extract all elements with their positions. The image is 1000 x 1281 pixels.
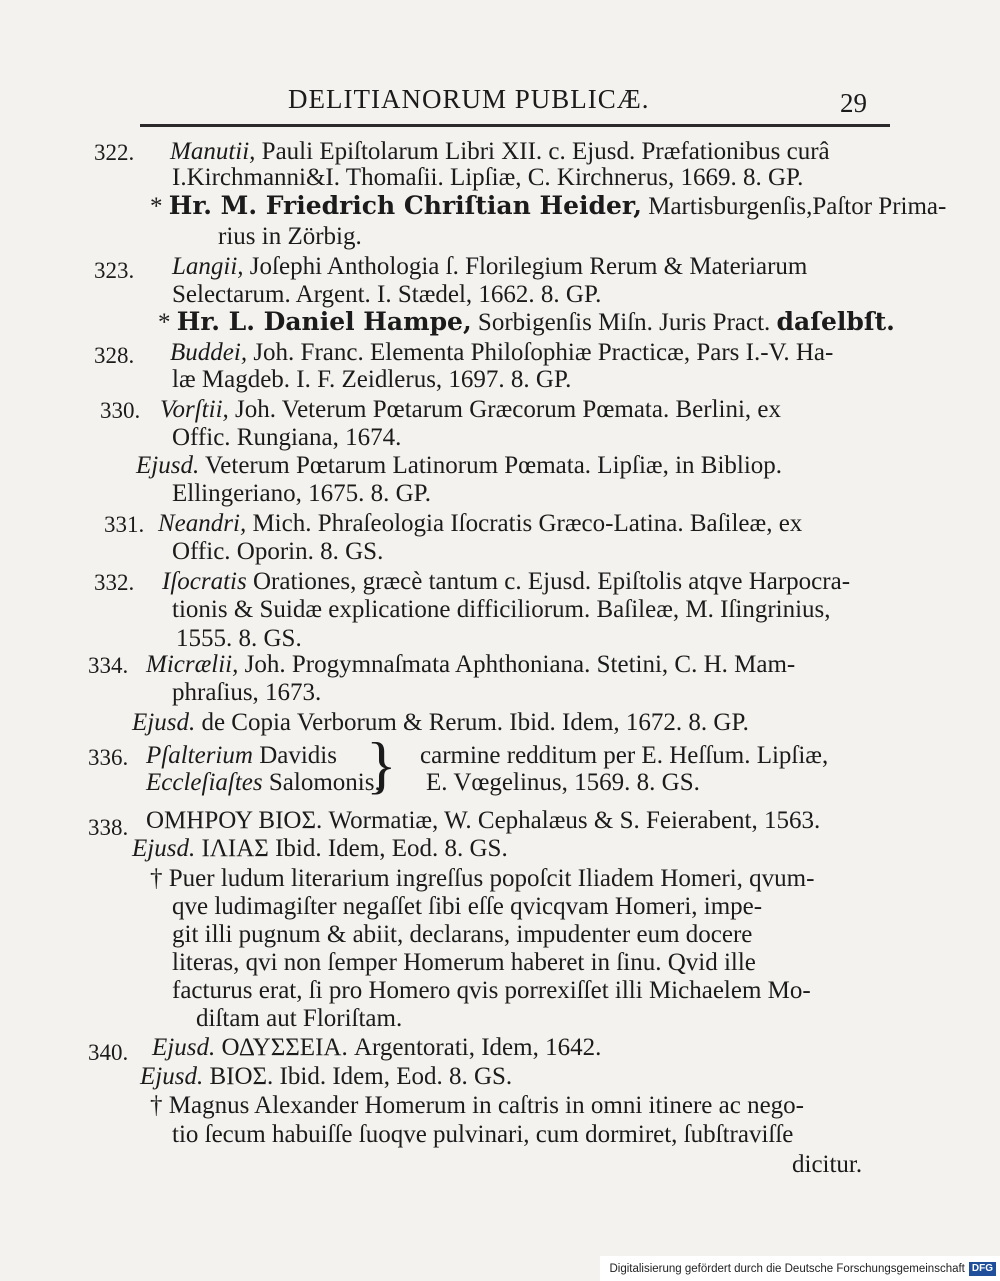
entry-line: [160, 395, 781, 425]
entry-line: Offic. Oporin. 8. GS.: [172, 538, 384, 565]
entry-line: [152, 1033, 601, 1063]
entry-line: carmine redditum per E. Heſſum. Lipſiæ,: [420, 742, 829, 769]
owner-name: Hr. L. Daniel Hampe,: [176, 307, 472, 336]
entry-line: [146, 650, 795, 680]
entry-text: ΙΛΙΑΣ Ibid. Idem, Eod. 8. GS.: [201, 835, 508, 862]
curly-brace: }: [366, 729, 397, 800]
entry-text: de Copia Verborum & Rerum. Ibid. Idem, 1672. 8. GP.: [201, 709, 749, 736]
entry-line: [146, 768, 381, 798]
note-line: dicitur.: [792, 1151, 863, 1178]
note-line: [150, 864, 814, 894]
running-header: DELITIANORUM PUBLICÆ.: [288, 84, 650, 114]
note-text: Puer ludum literarium ingreſſus popoſcit Iliadem Homeri, qvum-: [168, 865, 815, 892]
note-line: diſtam aut Floriſtam.: [196, 1005, 403, 1032]
author-name: Neandri,: [158, 510, 247, 537]
entry-line: I.Kirchmanni&I. Thomaſii. Lipſiæ, C. Kirchnerus, 1669. 8. GP.: [172, 164, 804, 191]
header-rule: [140, 124, 890, 127]
entry-line: ΟΜΗΡΟΥ ΒΙΟΣ. Wormatiæ, W. Cephalæus & S. Feierabent, 1563.: [146, 807, 821, 834]
entry-line: E. Vœgelinus, 1569. 8. GS.: [426, 769, 700, 796]
note-line: [150, 1091, 804, 1121]
owner-mark: *: [158, 309, 171, 336]
entry-line: tionis & Suidæ explicatione difficiliorum. Baſileæ, M. Iſingrinius,: [172, 596, 831, 623]
entry-line: Ellingeriano, 1675. 8. GP.: [172, 480, 432, 507]
author-name: Manutii,: [170, 138, 256, 165]
entry-text: Joſephi Anthologia ſ. Florilegium Rerum & Materiarum: [249, 253, 808, 280]
author-name: Vorſtii,: [160, 396, 229, 423]
digitization-footer: [600, 1256, 1000, 1281]
entry-line: [170, 338, 833, 368]
note-line: tio ſecum habuiſſe ſuoqve pulvinari, cum dormiret, ſubſtraviſſe: [172, 1121, 794, 1148]
entry-text: Veterum Pœtarum Latinorum Pœmata. Lipſiæ, in Bibliop.: [205, 452, 783, 479]
entry-line: Selectarum. Argent. I. Stædel, 1662. 8. GP.: [172, 281, 602, 308]
author-name: Buddei,: [170, 339, 248, 366]
ejusd-label: Ejusd.: [152, 1034, 216, 1061]
author-name: Iſocratis: [162, 568, 247, 595]
entry-text: Orationes, græcè tantum c. Ejusd. Epiſtolis atqve Harpocra-: [252, 568, 851, 595]
entry-number: 334.: [88, 653, 129, 678]
dfg-logo: DFG: [969, 1262, 996, 1276]
owner-mark: *: [150, 193, 163, 220]
entry-number: 322.: [94, 140, 135, 165]
ejusd-label: Ejusd.: [140, 1063, 204, 1090]
note-line: literas, qvi non ſemper Homerum haberet in ſinu. Qvid ille: [172, 949, 756, 976]
author-name: Pſalterium: [146, 742, 253, 769]
note-text: Magnus Alexander Homerum in caſtris in omni itinere ac nego-: [168, 1092, 804, 1119]
entry-line: rius in Zörbig.: [218, 223, 362, 250]
entry-number: 336.: [88, 745, 129, 770]
ejusd-label: Ejusd.: [132, 835, 196, 862]
entry-line: [132, 708, 749, 738]
entry-line: [172, 252, 807, 282]
owner-line: [150, 191, 946, 222]
entry-number: 328.: [94, 343, 135, 368]
owner-name: Hr. M. Friedrich Chriſtian Heider,: [168, 191, 642, 220]
entry-number: 332.: [94, 570, 135, 595]
entry-line: [136, 451, 782, 481]
entry-line: phraſius, 1673.: [172, 679, 322, 706]
owner-line: [158, 307, 895, 338]
entry-text: Joh. Franc. Elementa Philoſophiæ Practicæ, Pars I.-V. Ha-: [253, 339, 834, 366]
dagger-mark: †: [150, 865, 163, 892]
entry-text: Salomonis.: [268, 769, 381, 796]
entry-number: 330.: [100, 398, 141, 423]
entry-text: ΒΙΟΣ. Ibid. Idem, Eod. 8. GS.: [209, 1063, 513, 1090]
entry-line: [158, 509, 802, 539]
author-name: Langii,: [172, 253, 244, 280]
entry-text: Martisburgenſis,Paſtor Prima-: [648, 193, 947, 220]
author-name: Micrælii,: [146, 651, 239, 678]
entry-text: Joh. Progymnaſmata Aphthoniana. Stetini, C. H. Mam-: [244, 651, 796, 678]
ejusd-label: Ejusd.: [136, 452, 200, 479]
note-line: qve ludimagiſter negaſſet ſibi eſſe qvicqvam Homeri, impe-: [172, 893, 763, 920]
entry-line: 1555. 8. GS.: [176, 625, 302, 652]
dagger-mark: †: [150, 1092, 163, 1119]
footer-credit: Digitalisierung gefördert durch die Deutsche Forschungsgemeinschaft: [609, 1262, 965, 1275]
ejusd-label: Ejusd.: [132, 709, 196, 736]
page-number: 29: [840, 88, 867, 118]
author-name: Eccleſiaſtes: [146, 769, 263, 796]
entry-line: [140, 1062, 512, 1092]
entry-text: Davidis: [259, 742, 337, 769]
entry-text: Pauli Epiſtolarum Libri XII. c. Ejusd. Præfationibus curâ: [261, 138, 830, 165]
entry-line: Offic. Rungiana, 1674.: [172, 424, 402, 451]
owner-place: daſelbſt.: [776, 307, 895, 336]
entry-line: [132, 834, 508, 864]
entry-number: 331.: [104, 512, 145, 537]
entry-text: Sorbigenſis Miſn. Juris Pract.: [477, 309, 771, 336]
entry-number: 323.: [94, 258, 135, 283]
entry-text: Mich. Phraſeologia Iſocratis Græco-Latina. Baſileæ, ex: [252, 510, 803, 537]
entry-line: [162, 567, 850, 597]
entry-number: 340.: [88, 1040, 129, 1065]
entry-line: læ Magdeb. I. F. Zeidlerus, 1697. 8. GP.: [172, 366, 572, 393]
entry-text: ΟΔΥΣΣΕΙΑ. Argentorati, Idem, 1642.: [221, 1034, 602, 1061]
note-line: git illi pugnum & abiit, declarans, impudenter eum docere: [172, 921, 753, 948]
entry-number: 338.: [88, 815, 129, 840]
note-line: facturus erat, ſi pro Homero qvis porrexiſſet illi Michaelem Mo-: [172, 977, 811, 1004]
entry-line: [146, 741, 337, 771]
entry-text: Joh. Veterum Pœtarum Græcorum Pœmata. Berlini, ex: [235, 396, 781, 423]
